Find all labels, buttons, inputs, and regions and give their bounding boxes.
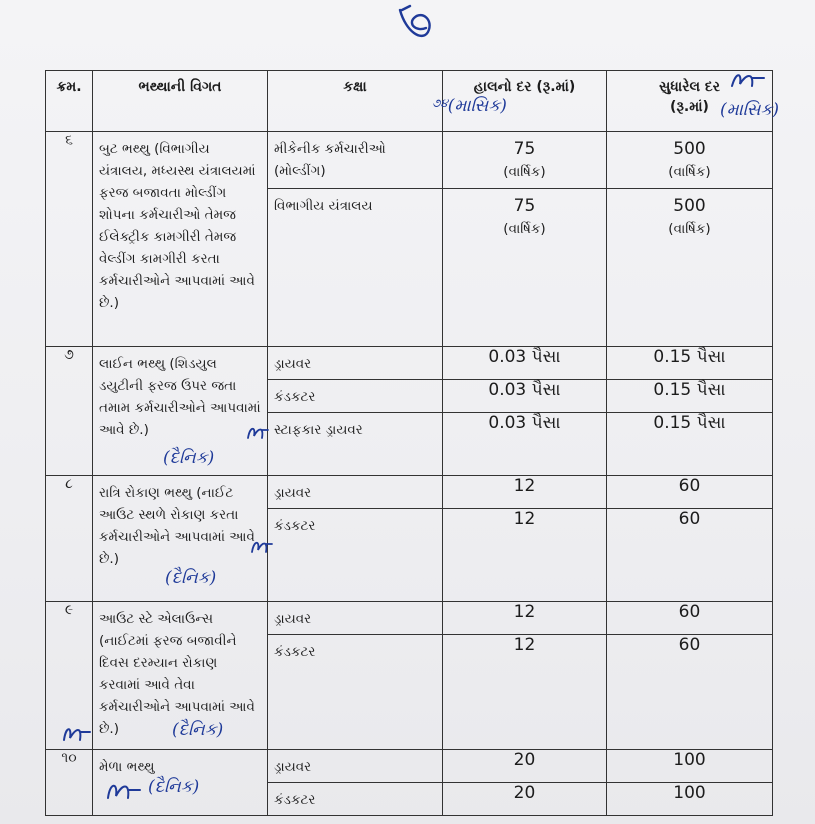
row-current-rate: 12 [443,509,607,602]
initials-mark [246,422,270,442]
row-category: મીકેનીક કર્મચારીઓ (મોલ્ડીંગ) [268,132,443,189]
row-category: કંડકટર [268,635,443,750]
row-sr: ૭ [46,347,93,476]
row-category: સ્ટાફકાર ડ્રાયવર [268,413,443,476]
row-sr: ૮ [46,476,93,602]
handwritten-daily-10: (દૈનિક) [148,777,200,797]
row-current-rate: 0.03 પૈસા [443,347,607,380]
header-revised-rate-unit: (રૂ.માં) [670,99,709,115]
row-detail: આઉટ સ્ટે એલાઉન્સ (નાઈટમાં ફરજ બજાવીને દિવસ દરમ્યાન રોકાણ કરવામાં આવે તેવા કર્મચારીઓને આપવામાં આવે છે.) [93,602,268,750]
row-current-rate: 75 (વાર્ષિક) [443,189,607,347]
row-current-rate: 0.03 પૈસા [443,413,607,476]
handwritten-monthly-revised: (માસિક) [720,100,780,120]
row-current-rate: 0.03 પૈસા [443,380,607,413]
table-row [46,132,773,189]
handwritten-page-number [392,2,442,48]
row-detail: બુટ ભથ્થુ (વિભાગીય યંત્રાલય, મધ્યસ્થ યંત્રાલયમાં ફરજ બજાવતા મોલ્ડીંગ શોપના કર્મચારીઓ તેમજ ઈલેક્ટ્રીક કામગીરી તેમજ વેલ્ડીંગ કામગીરી કરતા કર્મચારીઓને આપવામાં આવે છે.) [93,132,268,347]
handwritten-daily-8: (દૈનિક) [165,568,217,588]
row-revised-rate: 60 [607,602,773,635]
row-current-rate: 75 (વાર્ષિક) [443,132,607,189]
row-revised-rate: 60 [607,509,773,602]
row-category: કંડકટર [268,509,443,602]
row-current-rate: 20 [443,783,607,816]
row-category: ડ્રાયવર [268,750,443,783]
row-category: ડ્રાયવર [268,602,443,635]
row-revised-rate: 100 [607,783,773,816]
row-category: વિભાગીય યંત્રાલય [268,189,443,347]
header-revised-rate-label: સુધારેલ દર [659,79,720,95]
row-revised-rate: 100 [607,750,773,783]
initials-mark [728,68,770,92]
handwritten-daily-9: (દૈનિક) [172,720,224,740]
row-revised-rate: 0.15 પૈસા [607,380,773,413]
header-category: કક્ષા [268,71,443,132]
initials-mark [60,722,94,746]
row-category: ડ્રાયવર [268,347,443,380]
row-revised-rate: 500 (વાર્ષિક) [607,189,773,347]
header-sr: ક્રમ. [46,71,93,132]
row-category: કંડકટર [268,783,443,816]
row-current-rate: 20 [443,750,607,783]
row-sr: ૯ [46,602,93,750]
row-revised-rate: 60 [607,476,773,509]
row-current-rate: 12 [443,602,607,635]
row-detail: લાઈન ભથ્થુ (શિડયુલ ડયુટીની ફરજ ઉપર જતા તમામ કર્મચારીઓને આપવામાં આવે છે.) [93,347,268,476]
allowance-rates-table [45,70,773,816]
row-category: કંડકટર [268,380,443,413]
handwritten-daily-7: (દૈનિક) [163,448,215,468]
row-detail: રાત્રિ રોકાણ ભથ્થુ (નાઈટ આઉટ સ્થળે રોકાણ કરતા કર્મચારીઓને આપવામાં આવે છે.) [93,476,268,602]
handwritten-monthly-current: $^{૭૪}$(માસિક) [432,96,507,116]
row-revised-rate: 60 [607,635,773,750]
row-revised-rate: 0.15 પૈસા [607,347,773,380]
row-current-rate: 12 [443,476,607,509]
row-detail: મેળા ભથ્થુ [93,750,268,816]
table-row [46,347,773,380]
row-current-rate: 12 [443,635,607,750]
row-sr: ૧૦ [46,750,93,816]
header-current-rate-label: હાલનો દર (રૂ.માં) [473,79,576,95]
row-revised-rate: 0.15 પૈસા [607,413,773,476]
header-detail: ભથ્થાની વિગત [93,71,268,132]
row-category: ડ્રાયવર [268,476,443,509]
table-row [46,476,773,509]
initials-mark [250,536,274,556]
table-header-row [46,71,773,132]
table-row [46,602,773,635]
row-sr: ૬ [46,132,93,347]
row-revised-rate: 500 (વાર્ષિક) [607,132,773,189]
initials-mark [104,778,144,804]
